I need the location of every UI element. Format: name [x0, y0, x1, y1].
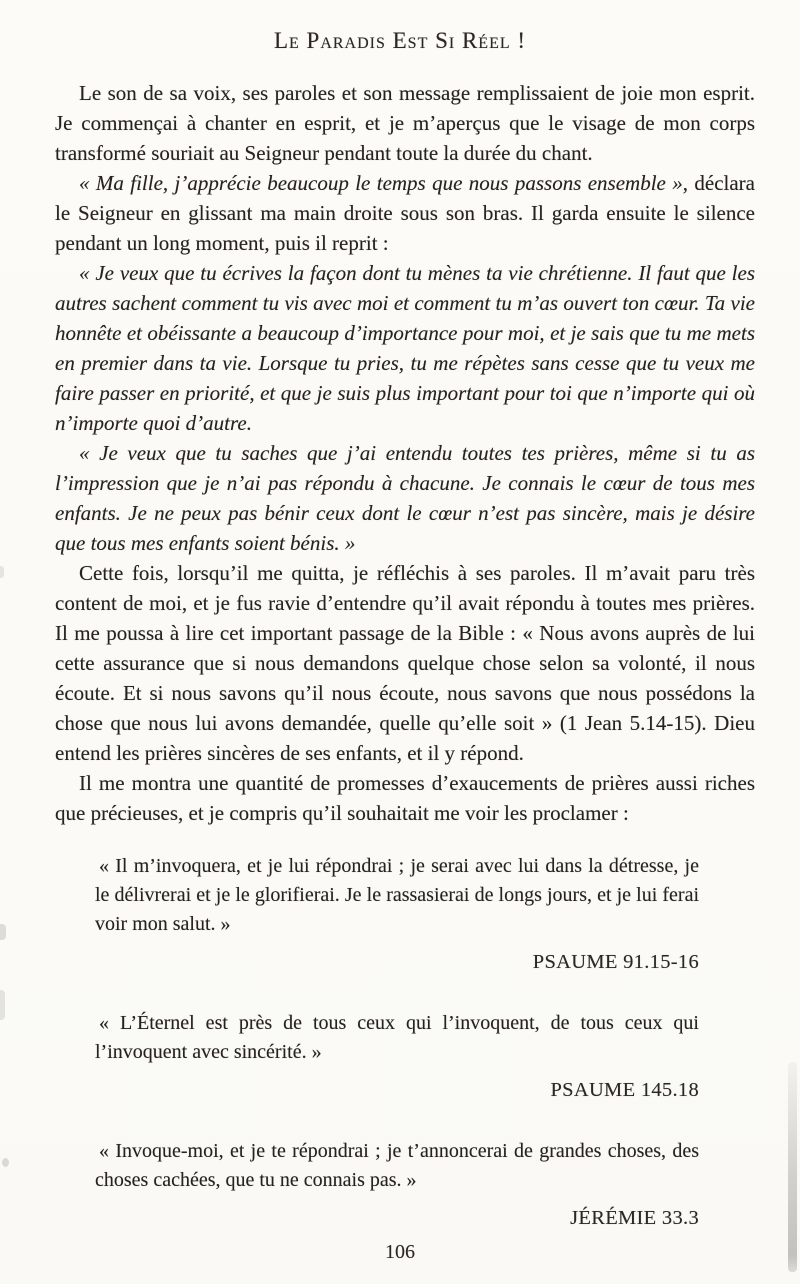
- body-paragraph: [55, 78, 755, 168]
- body-paragraph: [55, 768, 755, 828]
- page-content: [55, 78, 755, 1233]
- scripture-quote-text: « Invoque-moi, et je te répondrai ; je t’annoncerai de grandes choses, des choses cachées, que tu ne connais pas. »: [95, 1140, 699, 1191]
- paragraph-text: Il me montra une quantité de promesses d’exaucements de prières aussi riches que précieuses, et je compris qu’il souhaitait me voir les proclamer :: [55, 771, 755, 825]
- paragraph-text-italic: « Ma fille, j’apprécie beaucoup le temps que nous passons ensemble »: [79, 171, 683, 195]
- paragraph-text-italic: « Je veux que tu écrives la façon dont tu mènes ta vie chrétienne. Il faut que les autres sachent comment tu vis avec moi et comment tu m’as ouvert ton cœur. Ta vie honnête et obéissante a beaucoup d’importance pour moi, et je sais que tu me mets en premier dans ta vie. Lorsque tu pries, tu me répètes sans cesse que tu veux me faire passer en priorité, et que je suis plus important pour toi que n’importe qui où n’importe quoi d’autre.: [55, 261, 755, 435]
- scripture-quote: [95, 1137, 699, 1233]
- scripture-quote: [95, 1009, 699, 1105]
- scan-artifact: [2, 1158, 9, 1167]
- body-paragraph: [55, 168, 755, 258]
- body-paragraph: [55, 258, 755, 438]
- scan-artifact: [0, 566, 4, 578]
- scan-artifact: [0, 990, 5, 1020]
- paragraph-text-italic: « Je veux que tu saches que j’ai entendu toutes tes prières, même si tu as l’impression que je n’ai pas répondu à chacune. Je connais le cœur de tous mes enfants. Je ne peux pas bénir ceux dont le cœur n’est pas sincère, mais je désire que tous mes enfants soient bénis. »: [55, 441, 755, 555]
- paragraph-text: , déclara le Seigneur en glissant ma main droite sous son bras. Il garda ensuite le silence pendant un long moment, puis il reprit :: [55, 171, 755, 255]
- scripture-quote: [95, 852, 699, 977]
- paragraph-text: Cette fois, lorsqu’il me quitta, je réfléchis à ses paroles. Il m’avait paru très content de moi, et je fus ravie d’entendre qu’il avait répondu à toutes mes prières. Il me poussa à lire cet important passage de la Bible : « Nous avons auprès de lui cette assurance que si nous demandons quelque chose selon sa volonté, il nous écoute. Et si nous savons qu’il nous écoute, nous savons que nous possédons la chose que nous lui avons demandée, quelle qu’elle soit » (1 Jean 5.14-15). Dieu entend les prières sincères de ses enfants, et il y répond.: [55, 561, 755, 765]
- page-number: 106: [385, 1241, 415, 1263]
- scripture-quote-text: « L’Éternel est près de tous ceux qui l’invoquent, de tous ceux qui l’invoquent avec sincérité. »: [95, 1012, 699, 1063]
- scripture-quote-source: JÉRÉMIE 33.3: [570, 1207, 699, 1229]
- scripture-quote-text: « Il m’invoquera, et je lui répondrai ; je serai avec lui dans la détresse, je le délivrerai et je le glorifierai. Je le rassasierai de longs jours, et je lui ferai voir mon salut. »: [95, 855, 699, 935]
- scan-artifact: [0, 924, 6, 940]
- paragraph-text: Le son de sa voix, ses paroles et son message remplissaient de joie mon esprit. Je commençai à chanter en esprit, et je m’aperçus que le visage de mon corps transformé souriait au Seigneur pendant toute la durée du chant.: [55, 81, 755, 165]
- page-title: Le Paradis Est Si Réel !: [273, 28, 527, 53]
- scripture-quote-source: PSAUME 91.15-16: [532, 951, 699, 973]
- body-paragraph: [55, 558, 755, 768]
- body-paragraph: [55, 438, 755, 558]
- scripture-quote-source: PSAUME 145.18: [550, 1079, 699, 1101]
